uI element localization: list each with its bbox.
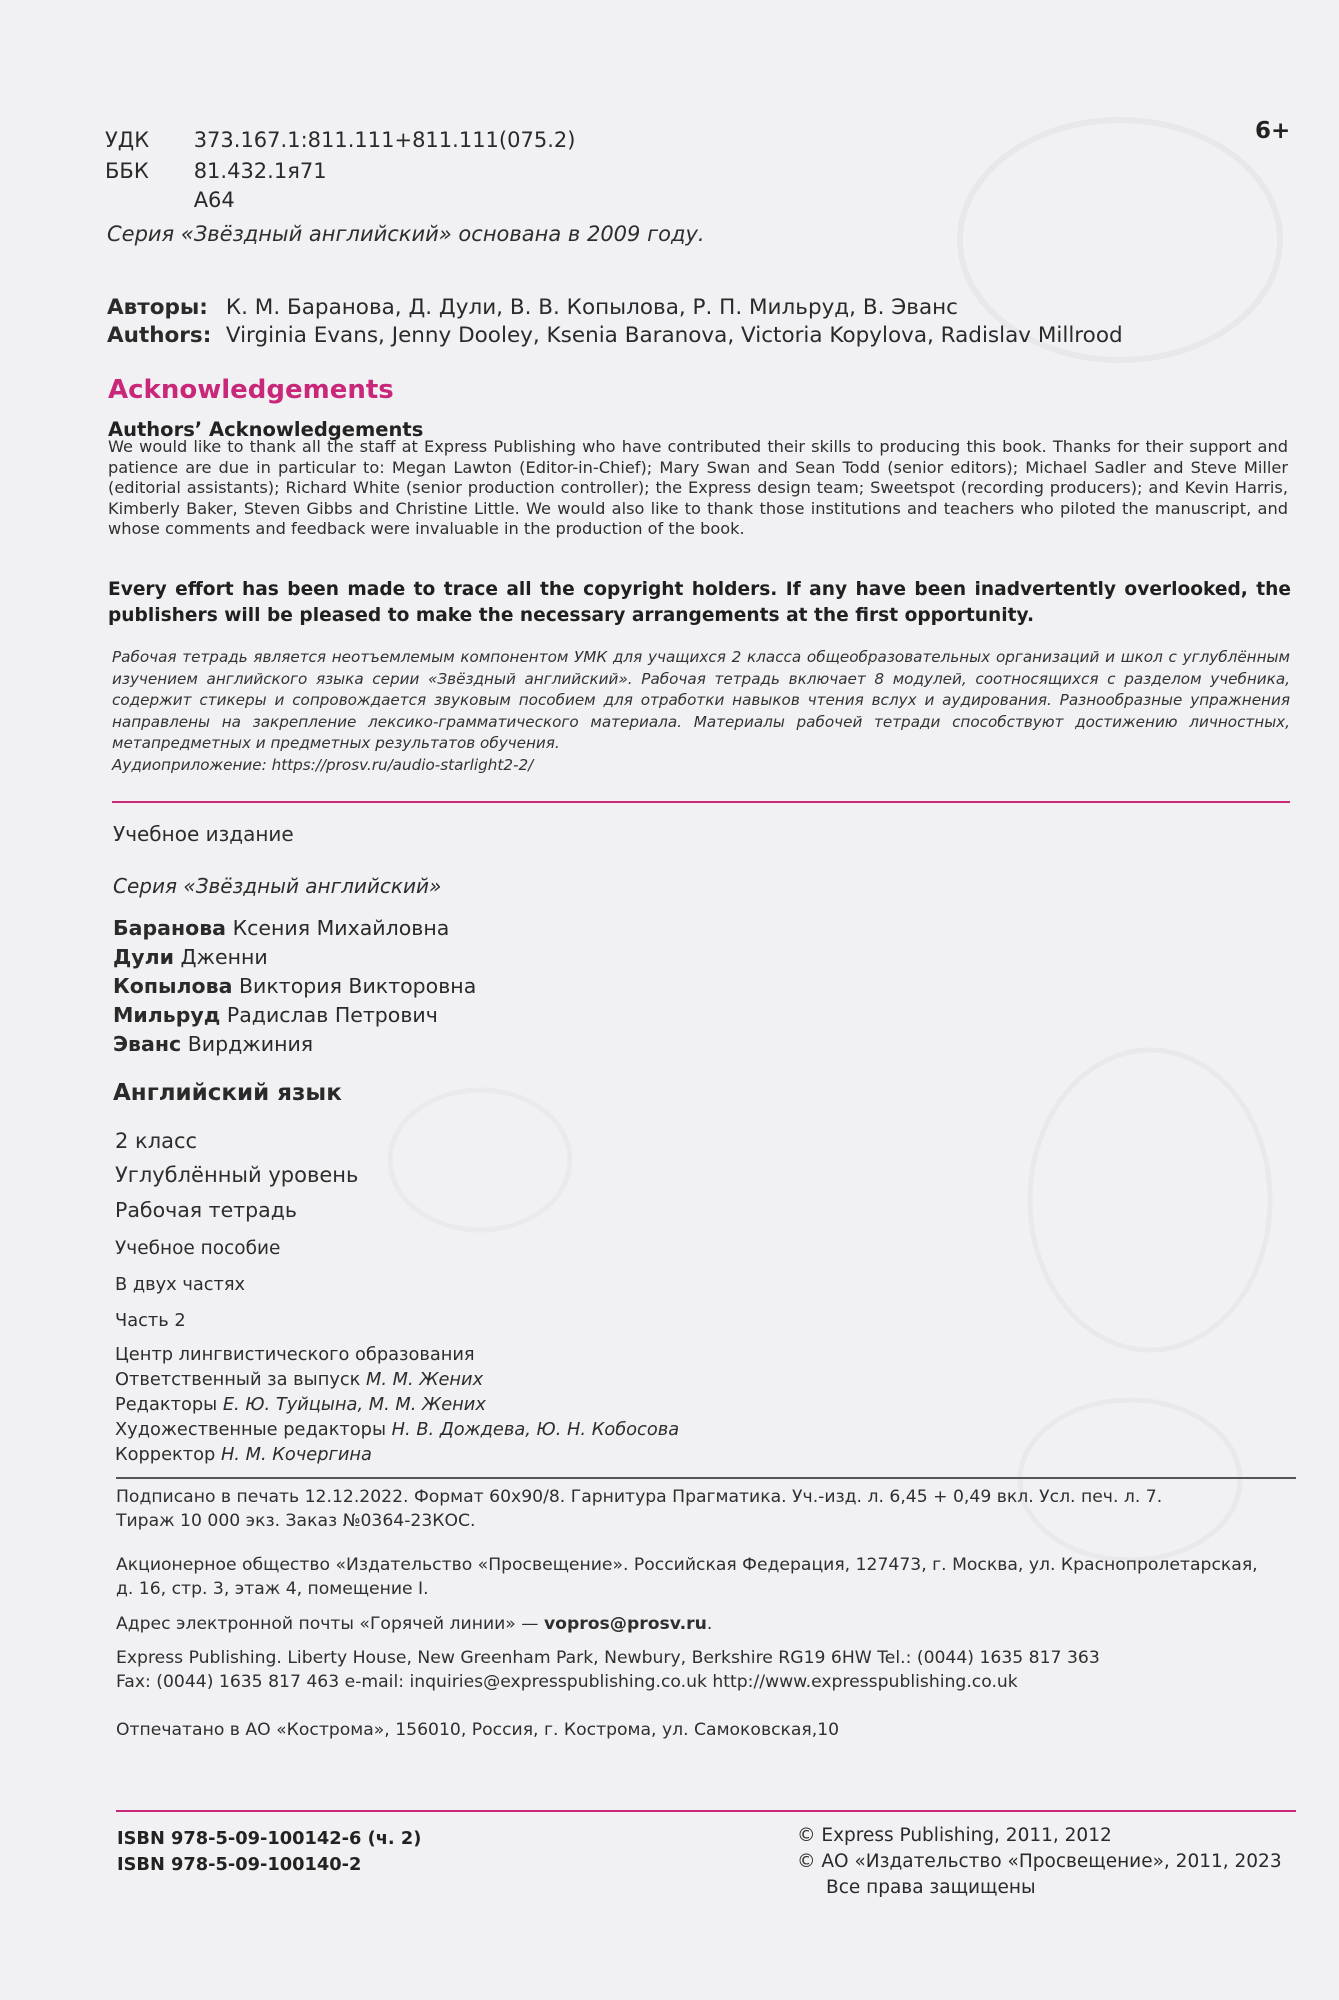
series-note: Серия «Звёздный английский» основана в 2009 году.	[107, 222, 705, 246]
udk-label: УДК	[105, 128, 150, 152]
responsible-row	[115, 1369, 483, 1390]
corrector-name: Н. М. Кочергина	[220, 1444, 372, 1465]
authors-ru	[107, 295, 958, 320]
isbn-part: ISBN 978-5-09-100142-6 (ч. 2)	[117, 1828, 422, 1849]
authors-ru-names: К. М. Баранова, Д. Дули, В. В. Копылова, Р. П. Мильруд, В. Эванс	[225, 295, 958, 320]
grade: 2 класс	[115, 1129, 198, 1153]
art-editors-row	[115, 1419, 679, 1440]
divider-top	[112, 801, 1290, 803]
copyright-notice: Every effort has been made to trace all the copyright holders. If any have been inadvertently overlooked, the publishers will be pleased to make the necessary arrangements at the first opportunity.	[108, 579, 1291, 626]
hotline-label: Адрес электронной почты «Горячей линии» —	[116, 1614, 539, 1634]
person-5	[113, 1032, 313, 1056]
copyright-express: © Express Publishing, 2011, 2012	[797, 1825, 1112, 1846]
person-name: Ксения Михайловна	[232, 916, 450, 940]
publisher-line-1: Акционерное общество «Издательство «Просвещение». Российская Федерация, 127473, г. Москва, ул. Краснопролетарская,	[116, 1555, 1258, 1575]
responsible-label: Ответственный за выпуск	[115, 1369, 361, 1390]
corrector-row	[115, 1444, 372, 1465]
art-editors-label: Художественные редакторы	[115, 1419, 386, 1440]
udk-row	[105, 128, 575, 152]
person-name: Дженни	[180, 945, 268, 969]
print-line-1: Подписано в печать 12.12.2022. Формат 60x90/8. Гарнитура Прагматика. Уч.-изд. л. 6,45 + 0,49 вкл. Усл. печ. л. 7.	[116, 1487, 1163, 1507]
editors-row	[115, 1394, 486, 1415]
person-2	[113, 945, 268, 969]
person-name: Радислав Петрович	[226, 1003, 438, 1027]
part-number: Часть 2	[115, 1310, 186, 1331]
isbn-set: ISBN 978-5-09-100140-2	[117, 1854, 362, 1875]
acknowledgements-body: We would like to thank all the staff at Express Publishing who have contributed their skills to producing this book. Thanks for their support and patience are due in particular to: Megan Lawton (Editor-in-Chief); Mary Swan and Sean Todd (senior editors); Michael Sadler and Steve Miller (editorial assistants); Richard White (senior production controller); the Express design team; Sweetspot (recording producers); and Kevin Harris, Kimberly Baker, Steven Gibbs and Christine Little. We would also like to thank those institutions and teachers who piloted the manuscript, and whose comments and feedback were invaluable in the production of the book.	[108, 437, 1288, 538]
parts-count: В двух частях	[115, 1274, 246, 1295]
person-name: Вирджиния	[187, 1032, 314, 1056]
copyright-prosv: © АО «Издательство «Просвещение», 2011, 2023	[797, 1851, 1282, 1872]
print-details	[116, 1485, 1296, 1533]
book-type: Рабочая тетрадь	[115, 1198, 297, 1222]
art-editors-names: Н. В. Дождева, Ю. Н. Кобосова	[391, 1419, 680, 1440]
person-surname: Мильруд	[113, 1003, 221, 1027]
express-line-2: Fax: (0044) 1635 817 463 e-mail: inquiries@expresspublishing.co.uk http://www.expresspublishing.co.uk	[116, 1672, 1018, 1692]
age-rating: 6+	[1255, 118, 1291, 144]
hotline-email[interactable]: vopros@prosv.ru	[543, 1614, 707, 1634]
corrector-label: Корректор	[115, 1444, 216, 1465]
description-text: Рабочая тетрадь является неотъемлемым компонентом УМК для учащихся 2 класса общеобразовательных организаций и школ с углублённым изучением английского языка серии «Звёздный английский». Рабочая тетрадь включает 8 модулей, соотносящихся с разделом учебника, содержит стикеры и сопровождается звуковым пособием для отработки навыков чтения вслух и аудирования. Разнообразные упражнения направлены на закрепление лексико-грамматического материала. Материалы рабочей тетради способствуют достижению личностных, метапредметных и предметных результатов обучения.	[112, 648, 1290, 752]
hotline-row: Адрес электронной почты «Горячей линии» — vopros@prosv.ru.	[116, 1614, 713, 1634]
responsible-name: М. М. Жених	[366, 1369, 484, 1390]
author-mark: А64	[193, 188, 235, 212]
printed-at: Отпечатано в АО «Кострома», 156010, Россия, г. Кострома, ул. Самоковская,10	[116, 1720, 840, 1740]
person-4	[113, 1003, 438, 1027]
publisher-line-2: д. 16, стр. 3, этаж 4, помещение I.	[116, 1579, 429, 1599]
person-3	[113, 974, 476, 998]
publisher-address	[116, 1553, 1296, 1601]
person-1	[113, 916, 449, 940]
manual-type: Учебное пособие	[115, 1238, 281, 1259]
bbk-row	[105, 159, 327, 183]
subject-title: Английский язык	[113, 1080, 342, 1106]
authors-en-label: Authors:	[107, 323, 212, 348]
divider-bottom	[116, 1810, 1296, 1812]
express-address	[116, 1646, 1296, 1694]
workbook-description	[112, 647, 1290, 776]
editors-label: Редакторы	[115, 1394, 218, 1415]
edition-type: Учебное издание	[113, 822, 294, 846]
authors-ru-label: Авторы:	[107, 295, 208, 320]
level: Углублённый уровень	[115, 1163, 359, 1187]
person-surname: Дули	[113, 945, 174, 969]
acknowledgements-subtitle: Authors’ Acknowledgements	[108, 418, 424, 441]
bbk-value: 81.432.1я71	[193, 159, 327, 183]
editors-names: Е. Ю. Туйцына, М. М. Жених	[222, 1394, 486, 1415]
acknowledgements-title: Acknowledgements	[108, 375, 394, 405]
center-name: Центр лингвистического образования	[115, 1344, 475, 1365]
rights-reserved: Все права защищены	[826, 1877, 1036, 1898]
person-surname: Эванс	[113, 1032, 182, 1056]
authors-en-names: Virginia Evans, Jenny Dooley, Ksenia Baranova, Victoria Kopylova, Radislav Millrood	[225, 323, 1123, 348]
author-mark-row	[105, 188, 235, 212]
divider-imprint	[116, 1477, 1296, 1479]
udk-value: 373.167.1:811.111+811.111(075.2)	[193, 128, 576, 152]
authors-en	[107, 323, 1123, 348]
audio-link[interactable]: Аудиоприложение: https://prosv.ru/audio-starlight2-2/	[112, 755, 534, 774]
person-surname: Копылова	[113, 974, 233, 998]
print-line-2: Тираж 10 000 экз. Заказ №0364-23КОС.	[116, 1511, 476, 1531]
express-line-1: Express Publishing. Liberty House, New Greenham Park, Newbury, Berkshire RG19 6HW Tel.: (0044) 1635 817 363	[116, 1648, 1100, 1668]
edition-series: Серия «Звёздный английский»	[113, 874, 442, 898]
person-name: Виктория Викторовна	[238, 974, 477, 998]
person-surname: Баранова	[113, 916, 227, 940]
bbk-label: ББК	[105, 159, 149, 183]
